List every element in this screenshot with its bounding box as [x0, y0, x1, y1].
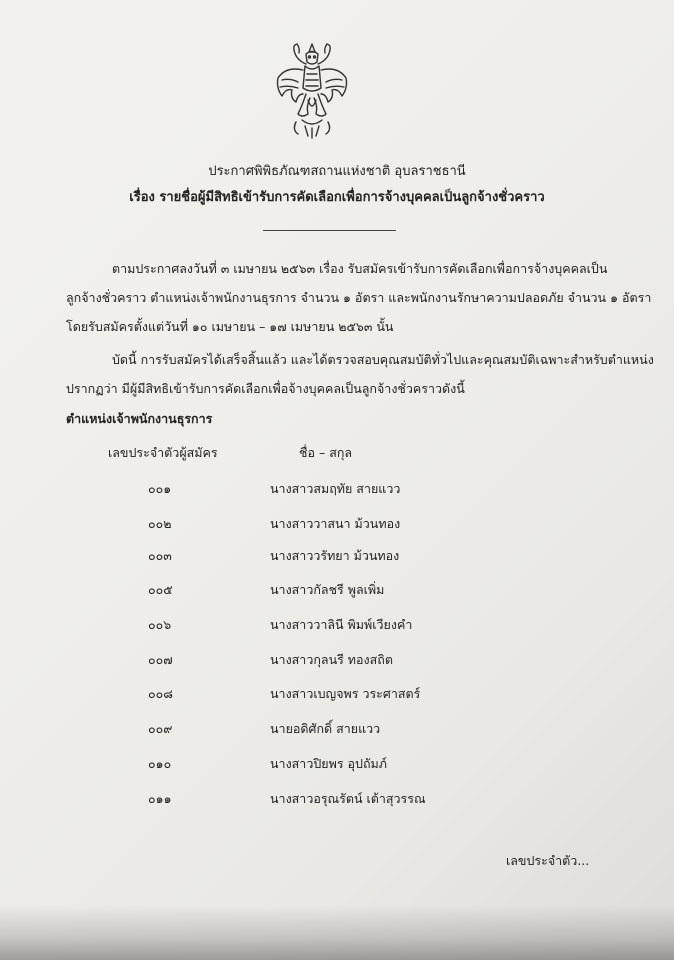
applicant-id: ๐๑๐ [148, 756, 172, 771]
applicant-id: ๐๐๓ [148, 548, 172, 563]
paragraph-announcement-reference [66, 254, 652, 341]
table-row [0, 650, 674, 674]
page-continuation-note: เลขประจำตัว... [506, 853, 590, 868]
applicant-id: ๐๐๑ [148, 481, 172, 496]
applicant-id: ๐๐๒ [148, 516, 172, 531]
page-shadow [0, 905, 674, 960]
table-row [0, 580, 674, 604]
applicant-id: ๐๐๘ [148, 686, 173, 701]
paragraph-line: โดยรับสมัครตั้งแต่วันที่ ๑๐ เมษายน – ๑๗ เมษายน ๒๕๖๓ นั้น [66, 319, 394, 334]
announcement-title: ประกาศพิพิธภัณฑสถานแห่งชาติ อุบลราชธานี [208, 164, 466, 179]
applicant-id: ๐๐๗ [148, 652, 173, 667]
table-row [0, 615, 674, 639]
table-row [0, 754, 674, 778]
applicant-name: นางสาววาสนา ม้วนทอง [270, 516, 401, 531]
paragraph-line: ปรากฏว่า มีผู้มีสิทธิเข้ารับการคัดเลือกเพื่อจ้างบุคคลเป็นลูกจ้างชั่วคราวดังนี้ [66, 381, 465, 396]
paragraph-line: บัดนี้ การรับสมัครได้เสร็จสิ้นแล้ว และได้ตรวจสอบคุณสมบัติทั่วไปและคุณสมบัติเฉพาะสำหรับตำแหน่ง [112, 352, 654, 367]
applicant-name: นางสาวกุลนรี ทองสถิต [270, 652, 393, 667]
table-row [0, 479, 674, 503]
applicant-id: ๐๐๙ [148, 721, 173, 736]
paragraph-result [66, 345, 654, 403]
applicant-name: นางสาววาลินี พิมพ์เวียงคำ [270, 617, 413, 632]
applicant-name: นางสาวเบญจพร วระศาสตร์ [270, 686, 421, 701]
applicant-id: ๐๑๑ [148, 791, 172, 806]
garuda-emblem-icon [272, 40, 352, 140]
table-row [0, 789, 674, 813]
applicant-name: นายอดิศักดิ์ สายแวว [270, 721, 381, 736]
applicant-id: ๐๐๕ [148, 582, 173, 597]
column-header-applicant-id: เลขประจำตัวผู้สมัคร [108, 445, 218, 460]
table-row [0, 514, 674, 538]
column-header-name: ชื่อ – สกุล [299, 445, 353, 460]
applicant-name: นางสาวอรุณรัตน์ เต้าสุวรรณ [270, 791, 426, 806]
applicant-name: นางสาววรัทยา ม้วนทอง [270, 548, 400, 563]
section-title-position: ตำแหน่งเจ้าพนักงานธุรการ [66, 411, 213, 426]
applicant-name: นางสาวกัลชรี พูลเพิ่ม [270, 582, 385, 597]
title-divider [263, 230, 396, 231]
table-row [0, 719, 674, 743]
announcement-subject: เรื่อง รายชื่อผู้มีสิทธิเข้ารับการคัดเลือกเพื่อการจ้างบุคคลเป็นลูกจ้างชั่วคราว [129, 190, 545, 205]
paragraph-line: ตามประกาศลงวันที่ ๓ เมษายน ๒๕๖๓ เรื่อง รับสมัครเข้ารับการคัดเลือกเพื่อการจ้างบุคคลเป็น [112, 261, 608, 276]
applicant-name: นางสาวปิยพร อุปถัมภ์ [270, 756, 388, 771]
table-row [0, 546, 674, 570]
applicant-name: นางสาวสมฤทัย สายแวว [270, 481, 401, 496]
table-row [0, 684, 674, 708]
paragraph-line: ลูกจ้างชั่วคราว ตำแหน่งเจ้าพนักงานธุรการ จำนวน ๑ อัตรา และพนักงานรักษาความปลอดภัย จำนวน ๑ อัตรา [66, 290, 652, 305]
applicant-id: ๐๐๖ [148, 617, 172, 632]
